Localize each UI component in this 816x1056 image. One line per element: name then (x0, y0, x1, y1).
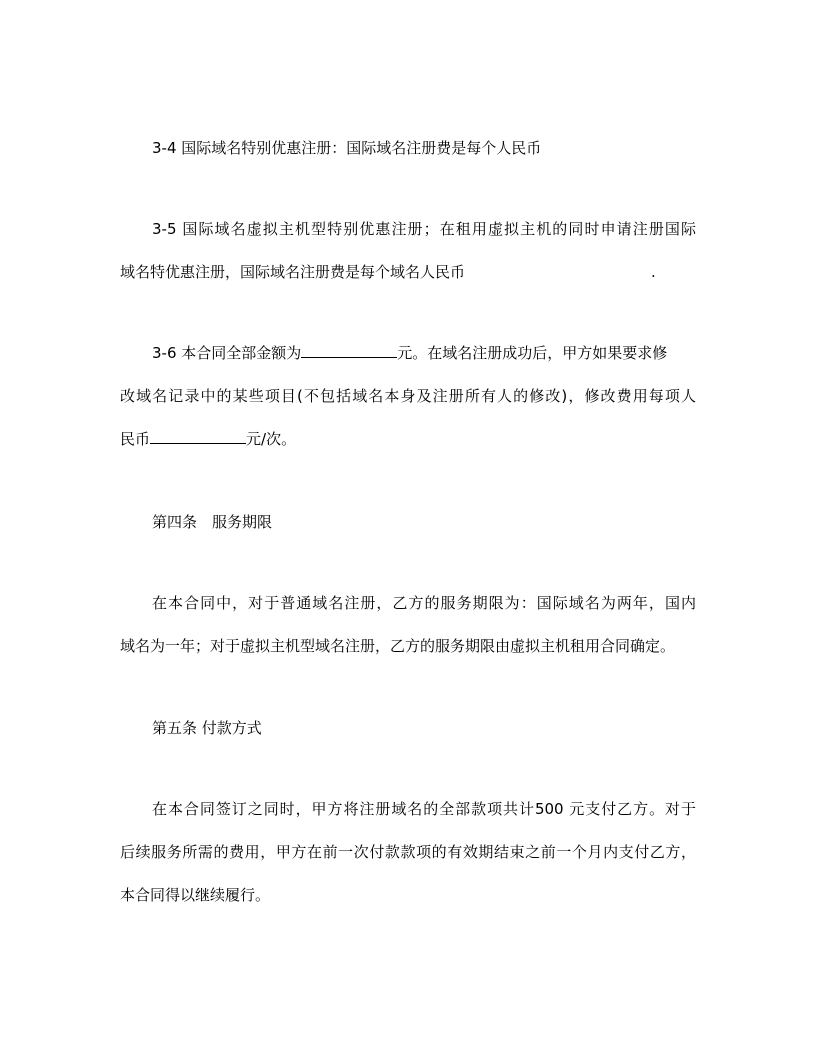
clause-3-6-line-1 (152, 343, 696, 363)
clause-3-6-text-2: 改域名记录中的某些项目(不包括域名本身及注册所有人的修改)，修改费用每项人 (120, 387, 696, 405)
article-5-text-1: 在本合同签订之同时，甲方将注册域名的全部款项共计500 元支付乙方。对于 (152, 800, 696, 818)
clause-3-6-text-3a: 民币 (120, 430, 151, 448)
clause-3-5-line-1 (152, 219, 696, 239)
clause-3-6-text-1b: 元。在域名注册成功后，甲方如果要求修 (397, 344, 668, 362)
article-4-heading (152, 512, 696, 532)
clause-3-5-line-2 (120, 262, 696, 282)
clause-3-5-text-2: 域名特优惠注册，国际域名注册费是每个域名人民币 (120, 263, 466, 281)
clause-3-6-line-3 (120, 429, 696, 449)
clause-3-6-text-3b: 元/次。 (246, 430, 297, 448)
clause-3-6-text-1a: 3-6 本合同全部金额为 (152, 344, 302, 362)
article-5-heading (152, 718, 696, 738)
article-4-text-1: 在本合同中，对于普通域名注册，乙方的服务期限为：国际域名为两年，国内 (152, 594, 696, 612)
article-5-text-2: 后续服务所需的费用，甲方在前一次付款款项的有效期结束之前一个月内支付乙方， (120, 843, 696, 861)
modify-fee-blank (150, 429, 246, 444)
clause-3-4 (152, 138, 696, 158)
article-4-heading-text: 第四条 服务期限 (152, 513, 273, 531)
total-amount-blank (301, 343, 397, 358)
article-5-text-3: 本合同得以继续履行。 (120, 886, 271, 904)
article-5-para-line-1 (152, 799, 696, 819)
article-4-text-2: 域名为一年；对于虚拟主机型域名注册，乙方的服务期限由虚拟主机租用合同确定。 (120, 637, 676, 655)
article-5-heading-text: 第五条 付款方式 (152, 719, 262, 737)
article-5-para-line-3 (120, 885, 696, 905)
clause-3-5-text-1: 3-5 国际域名虚拟主机型特别优惠注册；在租用虚拟主机的同时申请注册国际 (152, 220, 696, 238)
article-4-para-line-1 (152, 593, 696, 613)
article-5-para-line-2 (120, 842, 696, 862)
clause-3-5-end: . (651, 263, 656, 281)
clause-3-6-line-2 (120, 386, 696, 406)
clause-3-4-text: 3-4 国际域名特别优惠注册：国际域名注册费是每个人民币 (152, 139, 542, 157)
article-4-para-line-2 (120, 636, 696, 656)
